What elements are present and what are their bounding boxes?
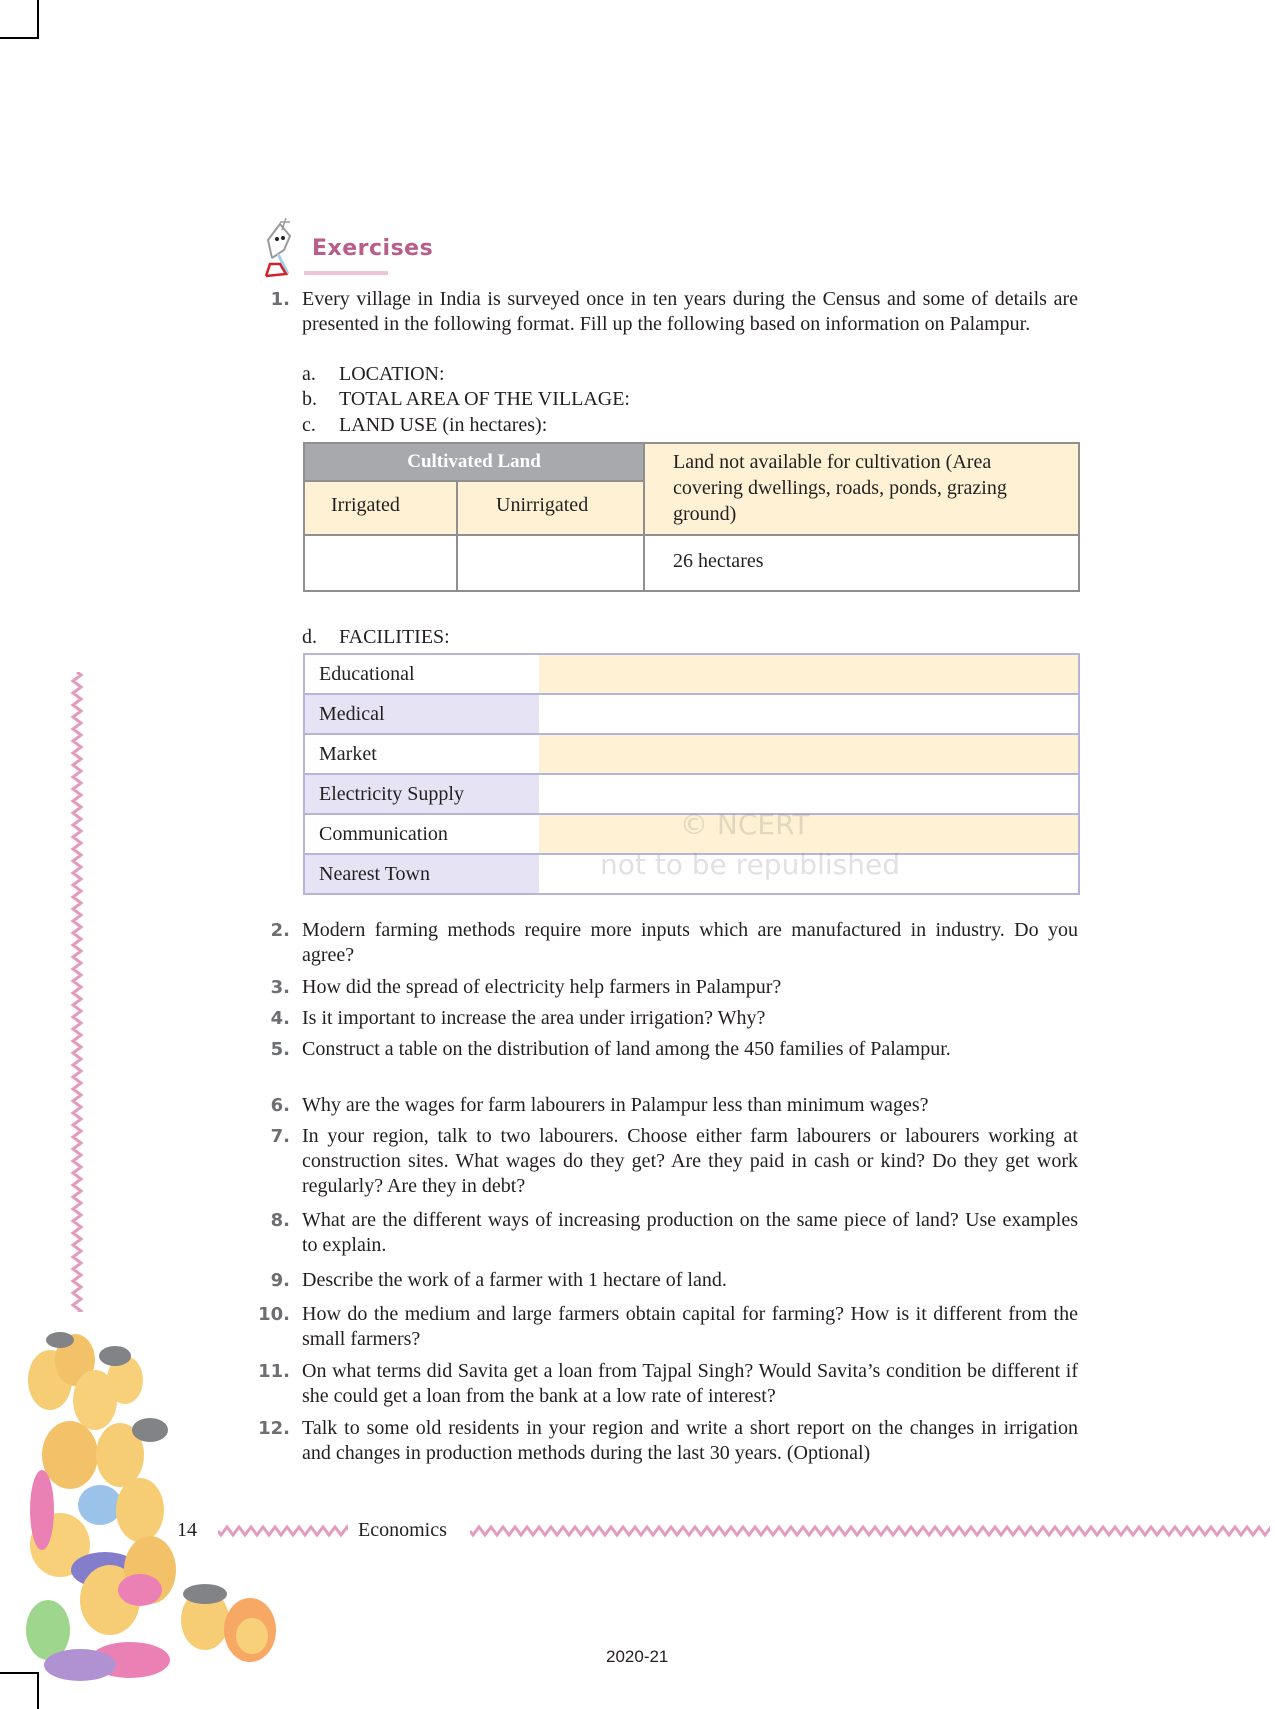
watermark-line-1: © NCERT — [680, 808, 810, 841]
facility-label: Medical — [305, 695, 539, 733]
question-text: Why are the wages for farm labourers in Palampur less than minimum wages? — [302, 1094, 929, 1116]
header-cultivated-land: Cultivated Land — [305, 444, 645, 482]
question-number: 2. — [270, 920, 290, 941]
question-number: 8. — [270, 1210, 290, 1231]
title-underline — [304, 271, 388, 275]
question-number: 1. — [270, 289, 290, 310]
facility-label: Educational — [305, 655, 539, 693]
crop-mark-top-left — [37, 0, 39, 39]
crowd-illustration — [20, 1290, 180, 1690]
question-text: Every village in India is surveyed once in ten years during the Census and some of details are presented in the following format. Fill up the following based on information on Palampur. — [302, 288, 1078, 335]
sub-item-label: b. — [302, 388, 317, 410]
sub-item-text: LOCATION: — [339, 363, 445, 385]
crop-mark-top-left — [0, 37, 38, 39]
decorative-vine-border-footer-left — [218, 1524, 348, 1538]
facility-row — [305, 733, 1078, 773]
header-irrigated: Irrigated — [305, 482, 458, 534]
question-number: 11. — [258, 1361, 290, 1382]
section-title: Exercises — [312, 236, 434, 261]
facility-row — [305, 773, 1078, 813]
question-text: Construct a table on the distribution of land among the 450 families of Palampur. — [302, 1038, 951, 1060]
page-number: 14 — [177, 1519, 197, 1541]
facility-label: Market — [305, 735, 539, 773]
sub-item-facilities — [302, 625, 450, 650]
watermark-line-2: not to be republished — [600, 848, 900, 881]
facilities-table — [303, 653, 1080, 895]
question-number: 12. — [258, 1418, 290, 1439]
facility-label: Nearest Town — [305, 855, 539, 893]
facility-row — [305, 655, 1078, 693]
question-number: 7. — [270, 1126, 290, 1147]
land-use-table — [303, 442, 1080, 592]
header-land-not-available: Land not available for cultivation (Area covering dwellings, roads, ponds, grazing ground) — [645, 444, 1078, 534]
edition-year: 2020-21 — [606, 1647, 669, 1666]
facility-value-cell[interactable] — [539, 815, 1078, 853]
crowd-illustration-lower — [180, 1560, 280, 1680]
facility-label: Communication — [305, 815, 539, 853]
facility-row — [305, 693, 1078, 733]
question-text: What are the different ways of increasing production on the same piece of land? Use examples to explain. — [302, 1209, 1078, 1256]
question-text: How did the spread of electricity help farmers in Palampur? — [302, 976, 782, 998]
cell-not-available-value: 26 hectares — [645, 534, 1078, 590]
facility-value-cell[interactable] — [539, 735, 1078, 773]
question-number: 6. — [270, 1095, 290, 1116]
cell-unirrigated-value[interactable] — [458, 534, 645, 590]
question-number: 4. — [270, 1008, 290, 1029]
question-text: Modern farming methods require more inputs which are manufactured in industry. Do you agree? — [302, 919, 1078, 966]
sub-item-text: FACILITIES: — [339, 626, 450, 648]
book-title: Economics — [358, 1519, 447, 1541]
facility-row — [305, 813, 1078, 853]
sub-item-text: LAND USE (in hectares): — [339, 414, 548, 436]
facility-value-cell[interactable] — [539, 655, 1078, 693]
cell-irrigated-value[interactable] — [305, 534, 458, 590]
sub-item-text: TOTAL AREA OF THE VILLAGE: — [339, 388, 630, 410]
sub-item-total-area — [302, 387, 630, 412]
question-number: 3. — [270, 977, 290, 998]
question-number: 9. — [270, 1270, 290, 1291]
question-text: Describe the work of a farmer with 1 hectare of land. — [302, 1269, 727, 1291]
exercises-header — [262, 216, 442, 278]
facility-value-cell[interactable] — [539, 695, 1078, 733]
decorative-vine-border-footer-right — [470, 1524, 1270, 1538]
header-unirrigated: Unirrigated — [458, 482, 645, 534]
question-text: On what terms did Savita get a loan from Tajpal Singh? Would Savita’s condition be different if she could get a loan from the bank at a low rate of interest? — [302, 1360, 1078, 1407]
question-number: 5. — [270, 1039, 290, 1060]
facility-row — [305, 853, 1078, 893]
decorative-vine-border-vertical — [70, 672, 84, 1312]
facility-label: Electricity Supply — [305, 775, 539, 813]
sub-item-label: d. — [302, 626, 317, 648]
facility-value-cell[interactable] — [539, 775, 1078, 813]
pencil-character-icon — [262, 216, 302, 278]
question-text: Talk to some old residents in your region and write a short report on the changes in irrigation and changes in production methods during the last 30 years. (Optional) — [302, 1417, 1078, 1464]
sub-item-land-use — [302, 413, 547, 438]
sub-item-location — [302, 362, 445, 387]
question-number: 10. — [258, 1304, 290, 1325]
question-text: Is it important to increase the area under irrigation? Why? — [302, 1007, 766, 1029]
sub-item-label: a. — [302, 363, 316, 385]
sub-item-label: c. — [302, 414, 316, 436]
facility-value-cell[interactable] — [539, 855, 1078, 893]
question-text: How do the medium and large farmers obtain capital for farming? How is it different from the small farmers? — [302, 1303, 1078, 1350]
question-text: In your region, talk to two labourers. Choose either farm labourers or labourers working at construction sites. What wages do they get? Are they paid in cash or kind? Do they get work regularly? Are they in debt? — [302, 1125, 1078, 1197]
